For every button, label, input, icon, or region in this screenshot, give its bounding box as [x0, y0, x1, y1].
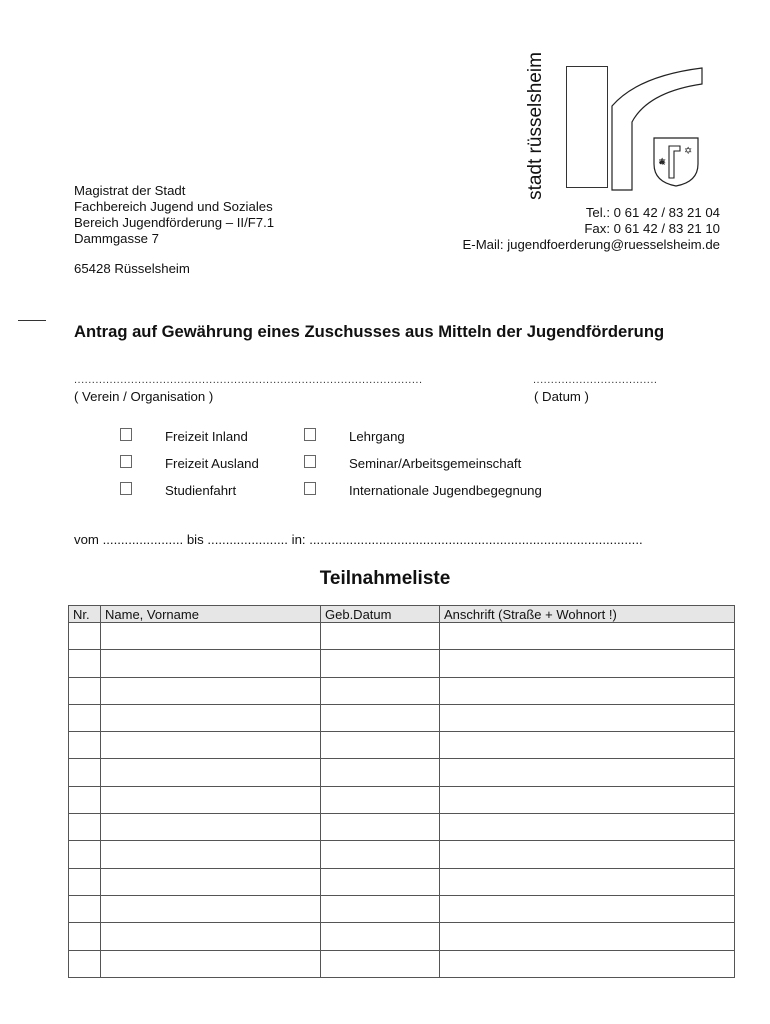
table-cell[interactable] — [440, 814, 735, 841]
table-cell[interactable] — [101, 623, 321, 650]
table-cell[interactable] — [101, 841, 321, 868]
city-crest-icon — [650, 134, 702, 188]
table-row — [69, 868, 735, 895]
table-cell[interactable] — [101, 650, 321, 677]
verein-label: ( Verein / Organisation ) — [74, 389, 214, 404]
participant-table — [68, 605, 735, 978]
table-cell[interactable] — [69, 677, 101, 704]
table-row — [69, 732, 735, 759]
checkbox-seminar[interactable] — [304, 455, 316, 468]
checkbox-label: Studienfahrt — [165, 483, 237, 498]
table-row — [69, 650, 735, 677]
email-address: E-Mail: jugendfoerderung@ruesselsheim.de — [462, 237, 720, 252]
table-cell[interactable] — [69, 868, 101, 895]
checkbox-studienfahrt[interactable] — [120, 482, 132, 495]
fold-mark — [18, 320, 46, 321]
table-row — [69, 923, 735, 950]
table-cell[interactable] — [440, 732, 735, 759]
datum-label: ( Datum ) — [534, 389, 589, 404]
table-cell[interactable] — [69, 895, 101, 922]
table-cell[interactable] — [321, 841, 440, 868]
table-cell[interactable] — [440, 677, 735, 704]
table-cell[interactable] — [101, 895, 321, 922]
svg-text:✡: ✡ — [684, 146, 693, 157]
table-cell[interactable] — [69, 814, 101, 841]
table-cell[interactable] — [440, 923, 735, 950]
table-cell[interactable] — [321, 950, 440, 977]
table-row — [69, 814, 735, 841]
table-cell[interactable] — [440, 704, 735, 731]
date-place-line[interactable]: vom ...................... bis ...................... in: ........................................................................................... — [74, 532, 643, 547]
checkbox-jugendbegegnung[interactable] — [304, 482, 316, 495]
table-cell[interactable] — [69, 923, 101, 950]
table-cell[interactable] — [321, 759, 440, 786]
table-cell[interactable] — [440, 895, 735, 922]
table-cell[interactable] — [69, 841, 101, 868]
table-cell[interactable] — [440, 950, 735, 977]
sender-address — [74, 183, 274, 247]
table-row — [69, 950, 735, 977]
table-cell[interactable] — [321, 704, 440, 731]
checkbox-label: Internationale Jugendbegegnung — [349, 483, 542, 498]
table-cell[interactable] — [321, 814, 440, 841]
fax-number: Fax: 0 61 42 / 83 21 10 — [584, 221, 720, 236]
table-cell[interactable] — [69, 950, 101, 977]
checkbox-label: Seminar/Arbeitsgemeinschaft — [349, 456, 522, 471]
table-cell[interactable] — [321, 623, 440, 650]
list-title: Teilnahmeliste — [319, 568, 451, 589]
table-cell[interactable] — [69, 759, 101, 786]
table-row — [69, 759, 735, 786]
table-cell[interactable] — [440, 623, 735, 650]
checkbox-lehrgang[interactable] — [304, 428, 316, 441]
table-row — [69, 786, 735, 813]
datum-field[interactable]: ................................... — [533, 374, 658, 386]
checkbox-freizeit-inland[interactable] — [120, 428, 132, 441]
table-row — [69, 841, 735, 868]
table-cell[interactable] — [321, 650, 440, 677]
address-line: Magistrat der Stadt — [74, 183, 186, 198]
table-cell[interactable] — [101, 759, 321, 786]
table-cell[interactable] — [69, 732, 101, 759]
checkbox-freizeit-ausland[interactable] — [120, 455, 132, 468]
table-cell[interactable] — [101, 732, 321, 759]
table-cell[interactable] — [101, 868, 321, 895]
column-header: Geb.Datum — [321, 606, 440, 623]
logo-text: stadt rüsselsheim — [525, 52, 546, 200]
column-header: Nr. — [69, 606, 101, 623]
table-cell[interactable] — [440, 759, 735, 786]
checkbox-label: Lehrgang — [349, 429, 405, 444]
table-cell[interactable] — [321, 895, 440, 922]
phone-number: Tel.: 0 61 42 / 83 21 04 — [585, 205, 720, 220]
table-cell[interactable] — [101, 786, 321, 813]
table-cell[interactable] — [101, 950, 321, 977]
table-header-row — [69, 606, 735, 623]
table-cell[interactable] — [440, 786, 735, 813]
table-row — [69, 704, 735, 731]
table-cell[interactable] — [101, 923, 321, 950]
form-title: Antrag auf Gewährung eines Zuschusses aus Mitteln der Jugendförderung — [74, 322, 665, 341]
table-row — [69, 677, 735, 704]
table-cell[interactable] — [101, 814, 321, 841]
svg-text:✡: ✡ — [658, 157, 667, 168]
table-cell[interactable] — [321, 732, 440, 759]
table-cell[interactable] — [321, 923, 440, 950]
logo-bar — [566, 66, 608, 188]
table-row — [69, 895, 735, 922]
table-cell[interactable] — [101, 704, 321, 731]
address-line: Bereich Jugendförderung – II/F7.1 — [74, 215, 275, 230]
table-cell[interactable] — [321, 868, 440, 895]
table-cell[interactable] — [69, 650, 101, 677]
contact-info — [463, 205, 721, 253]
table-cell[interactable] — [321, 786, 440, 813]
table-cell[interactable] — [69, 786, 101, 813]
table-cell[interactable] — [440, 868, 735, 895]
address-line: Dammgasse 7 — [74, 231, 160, 246]
table-cell[interactable] — [69, 623, 101, 650]
table-cell[interactable] — [440, 841, 735, 868]
table-row — [69, 623, 735, 650]
verein-field[interactable]: .................................................................................................. — [74, 374, 423, 386]
checkbox-label: Freizeit Ausland — [165, 456, 259, 471]
column-header: Name, Vorname — [101, 606, 321, 623]
zip-city: 65428 Rüsselsheim — [74, 261, 190, 276]
column-header: Anschrift (Straße + Wohnort !) — [440, 606, 735, 623]
checkbox-label: Freizeit Inland — [165, 429, 248, 444]
table-cell[interactable] — [101, 677, 321, 704]
table-cell[interactable] — [440, 650, 735, 677]
table-cell[interactable] — [69, 704, 101, 731]
table-cell[interactable] — [321, 677, 440, 704]
address-line: Fachbereich Jugend und Soziales — [74, 199, 273, 214]
